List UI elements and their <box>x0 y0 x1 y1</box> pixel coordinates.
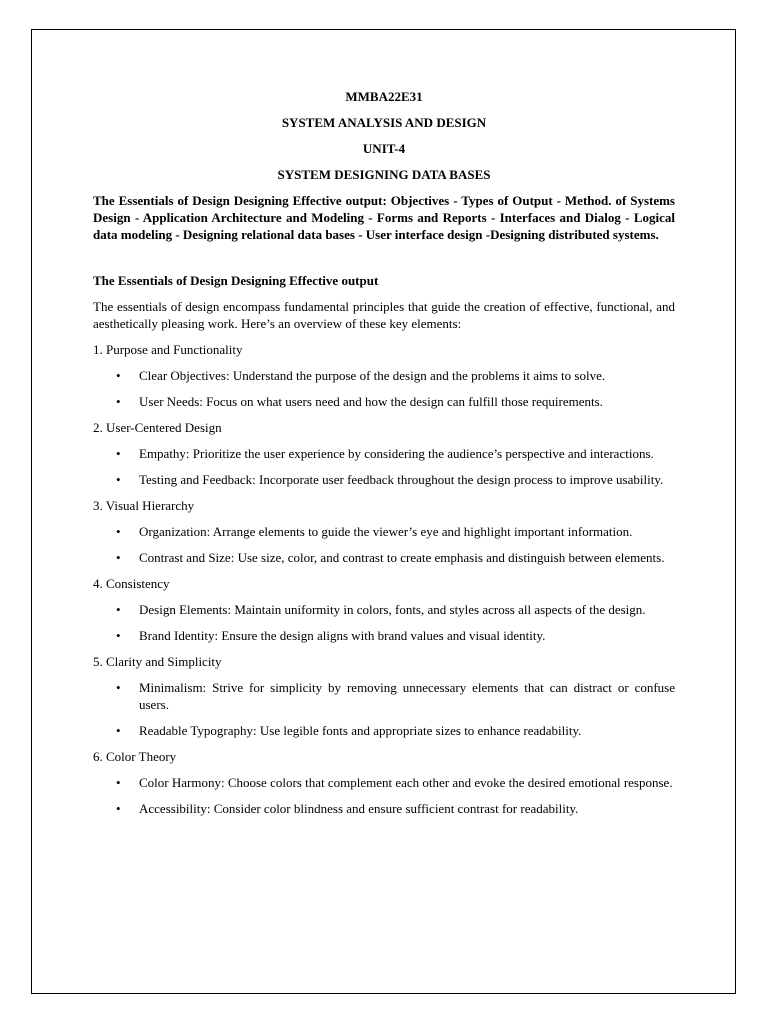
list-item <box>93 393 675 410</box>
list-item-text: Organization: Arrange elements to guide the viewer’s eye and highlight important information. <box>139 524 633 539</box>
list-item <box>93 445 675 462</box>
list-item-text: Clear Objectives: Understand the purpose of the design and the problems it aims to solve. <box>139 368 606 383</box>
list-item-text: Empathy: Prioritize the user experience by considering the audience’s perspective and interactions. <box>139 446 654 461</box>
list-item-text: Design Elements: Maintain uniformity in colors, fonts, and styles across all aspects of the design. <box>139 602 646 617</box>
section-heading: The Essentials of Design Designing Effective output <box>93 273 379 288</box>
bullet-list <box>93 774 675 817</box>
bullet-list <box>93 679 675 739</box>
syllabus-summary: The Essentials of Design Designing Effective output: Objectives - Types of Output - Method. of Systems Design - Application Architecture and Modeling - Forms and Reports - Interfaces and Dialog - Logical data modeling - Designing relational data bases - User interface design -Designing distributed systems. <box>93 193 675 242</box>
bullet-icon: • <box>116 801 121 816</box>
list-item-text: Readable Typography: Use legible fonts and appropriate sizes to enhance readability. <box>139 723 582 738</box>
list-heading: 3. Visual Hierarchy <box>93 498 195 513</box>
bullet-icon: • <box>116 550 121 565</box>
bullet-icon: • <box>116 680 121 695</box>
bullet-list <box>93 601 675 644</box>
list-item-text: Accessibility: Consider color blindness and ensure sufficient contrast for readability. <box>139 801 579 816</box>
bullet-icon: • <box>116 628 121 643</box>
list-heading: 1. Purpose and Functionality <box>93 342 243 357</box>
bullet-icon: • <box>116 394 121 409</box>
list-heading: 4. Consistency <box>93 576 170 591</box>
bullet-icon: • <box>116 446 121 461</box>
list-item <box>93 800 675 817</box>
list-item <box>93 679 675 713</box>
section-intro: The essentials of design encompass fundamental principles that guide the creation of effective, functional, and aesthetically pleasing work. Here’s an overview of these key elements: <box>93 299 675 331</box>
bullet-icon: • <box>116 524 121 539</box>
document-body <box>93 88 675 826</box>
list-item <box>93 367 675 384</box>
list-heading: 2. User-Centered Design <box>93 420 222 435</box>
list-item <box>93 627 675 644</box>
bullet-icon: • <box>116 723 121 738</box>
bullet-icon: • <box>116 472 121 487</box>
list-item <box>93 549 675 566</box>
course-title: SYSTEM ANALYSIS AND DESIGN <box>281 115 487 130</box>
bullet-icon: • <box>116 602 121 617</box>
list-item-text: Contrast and Size: Use size, color, and contrast to create emphasis and distinguish between elements. <box>139 550 665 565</box>
essentials-list <box>93 341 675 817</box>
list-item <box>93 523 675 540</box>
list-item <box>93 774 675 791</box>
list-heading: 5. Clarity and Simplicity <box>93 654 222 669</box>
list-item <box>93 722 675 739</box>
list-item-text: Minimalism: Strive for simplicity by removing unnecessary elements that can distract or confuse users. <box>139 680 675 712</box>
list-item <box>93 601 675 618</box>
list-heading: 6. Color Theory <box>93 749 177 764</box>
list-item-text: Testing and Feedback: Incorporate user feedback throughout the design process to improve usability. <box>139 472 664 487</box>
list-item <box>93 471 675 488</box>
unit-label: UNIT-4 <box>362 141 406 156</box>
course-code: MMBA22E31 <box>345 89 423 104</box>
list-item-text: User Needs: Focus on what users need and how the design can fulfill those requirements. <box>139 394 603 409</box>
unit-title: SYSTEM DESIGNING DATA BASES <box>277 167 491 182</box>
list-item-text: Brand Identity: Ensure the design aligns with brand values and visual identity. <box>139 628 546 643</box>
bullet-icon: • <box>116 775 121 790</box>
list-item-text: Color Harmony: Choose colors that complement each other and evoke the desired emotional response. <box>139 775 673 790</box>
bullet-list <box>93 523 675 566</box>
bullet-list <box>93 445 675 488</box>
bullet-icon: • <box>116 368 121 383</box>
bullet-list <box>93 367 675 410</box>
